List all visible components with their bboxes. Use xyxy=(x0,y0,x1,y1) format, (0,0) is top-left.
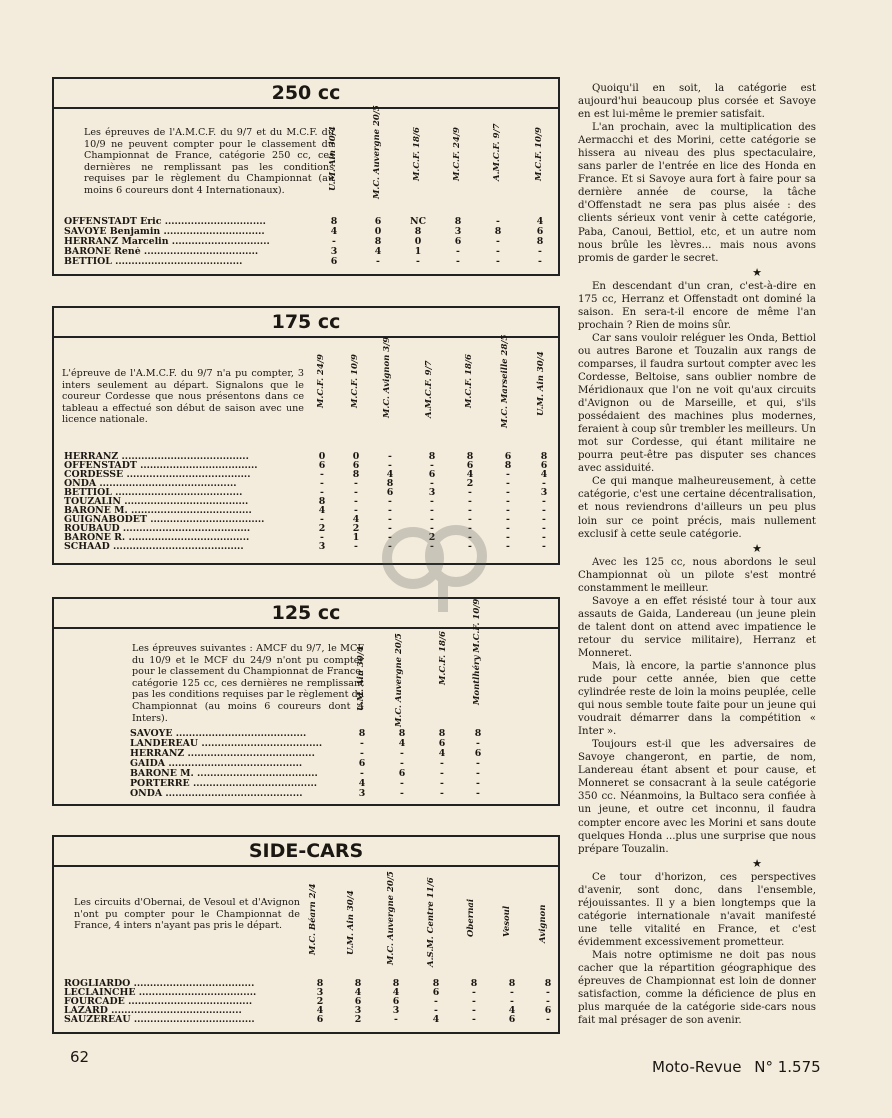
table-175cc-title: 175 cc xyxy=(54,308,558,338)
column-header: M.C.F. 10/9 xyxy=(534,127,544,181)
star-separator-icon: ★ xyxy=(752,265,762,279)
column-header: A.M.C.F. 9/7 xyxy=(424,360,434,418)
table-row: LECLAINCHE .................................... 3 4 4 6 - - - xyxy=(64,987,550,998)
table-row: SCHAAD ........................................ 3 - - - - - - xyxy=(64,541,546,552)
table-side-cars-title: SIDE-CARS xyxy=(54,837,558,867)
column-header: M.C.F. 24/9 xyxy=(316,354,326,408)
star-separator-icon: ★ xyxy=(752,541,762,555)
table-row: HERRANZ ....................................... - - 4 6 xyxy=(130,748,482,759)
table-row: SAVOYE Benjamin ............................... 4 0 8 3 8 6 xyxy=(64,226,544,237)
table-row: BARONE R. ..................................... - 1 - 2 - - - xyxy=(64,532,546,543)
column-header: M.C. Marseille 28/5 xyxy=(500,334,510,428)
table-row: ROGLIARDO ..................................... 8 8 8 8 8 8 8 xyxy=(64,978,552,989)
table-row: LAZARD ........................................ 4 3 3 - - 4 6 xyxy=(64,1005,552,1016)
table-row: ROUBAUD ....................................... 2 2 - - - - - xyxy=(64,523,546,534)
column-header: Montlhéry M.C.F. 10/9 xyxy=(472,598,482,705)
column-header: M.C.F. 18/6 xyxy=(412,127,422,181)
table-row: FOURCADE ...................................... 2 6 6 - - - - xyxy=(64,996,550,1007)
table-side-cars-note: Les circuits d'Obernai, de Vesoul et d'Avignon n'ont pu compter pour le Championnat de France, 4 inters n'ayant pas pris le départ. xyxy=(74,897,300,932)
table-row: ONDA .......................................... - - 8 - 2 - - xyxy=(64,478,546,489)
column-header: Vesoul xyxy=(502,905,512,937)
table-row: CORDESSE ...................................... - 8 4 6 4 - 4 xyxy=(64,469,548,480)
table-row: OFFENSTADT .................................... 6 6 - - 6 8 6 xyxy=(64,460,548,471)
column-header: U.M. Ain 30/4 xyxy=(536,351,546,416)
star-separator-icon: ★ xyxy=(752,856,762,870)
table-125cc-note: Les épreuves suivantes : AMCF du 9/7, le MCF du 10/9 et le MCF du 24/9 n'ont pu compter pour le classement du Championnat de France, catégorie 125 cc, ces dernières ne remplissant pas les conditions requises par le règlement du Championnat (au moins 6 coureurs dont 4 Inters). xyxy=(132,643,364,724)
table-side-cars xyxy=(52,835,560,1034)
column-header: M.C.F. 24/9 xyxy=(452,127,462,181)
article-paragraph: L'an prochain, avec la multiplication des Aermacchi et des Morini, cette catégorie se hissera au niveau des plus spectaculaire, sans parler de l'entrée en lice des Honda en France. Et si Savoye aura fort à faire pour sa dernière année de course, la tâche d'Offenstadt ne sera pas plus aisée : des clients sérieux vont venir à cette catégorie, Paba, Canoui, Bettiol, etc, et un autre nom nous brûle les lèvres... mais nous avons promis de garder le secret. xyxy=(578,122,816,264)
column-header: U.M. Ain 30/4 xyxy=(328,126,338,191)
article xyxy=(578,82,816,1027)
article-paragraph: Quoiqu'il en soit, la catégorie est aujourd'hui beaucoup plus corsée et Savoye en est lui-même le premier satisfait. xyxy=(578,83,816,121)
column-header: M.C.F. 18/6 xyxy=(464,354,474,408)
column-header: A.S.M. Centre 11/6 xyxy=(426,877,436,967)
column-header: M.C. Auvergne 20/5 xyxy=(372,105,382,199)
column-header: M.C. Béarn 2/4 xyxy=(308,883,318,955)
table-175cc-note: L'épreuve de l'A.M.C.F. du 9/7 n'a pu compter, 3 inters seulement au départ. Signalons que le coureur Cordesse que nous présentons dans ce tableau a effectué son début de saison avec une licence nationale. xyxy=(62,368,304,426)
table-125cc-title: 125 cc xyxy=(54,599,558,629)
column-header: Avignon xyxy=(538,904,548,943)
article-paragraph: Mais, là encore, la partie s'annonce plus rude pour cette année, bien que cette cylindrée reste de loin la moins peuplée, celle qui nous semble toute faite pour un jeune qui voudrait démarrer dans la compétition « Inter ». xyxy=(578,660,816,738)
page-number: 62 xyxy=(70,1048,90,1066)
table-row: BARONE M. ..................................... - 6 - - xyxy=(130,768,480,779)
table-250cc-title: 250 cc xyxy=(54,79,558,109)
column-header: M.C.F. 18/6 xyxy=(438,631,448,685)
table-row: BETTIOL ....................................... - - 6 3 - - 3 xyxy=(64,487,548,498)
magazine-title: Moto-Revue xyxy=(652,1058,742,1076)
column-header: M.C.F. 10/9 xyxy=(350,354,360,408)
table-row: SAUZEREAU ..................................... 6 2 - 4 - 6 - xyxy=(64,1014,550,1025)
article-paragraph: Car sans vouloir reléguer les Onda, Bettiol ou autres Barone et Touzalin aux rangs de comparses, il faudra surtout compter avec les Cordesse, Beltoise, sans oublier nombre de Méridionaux que l'on ne voit qu'aux circuits d'Avignon ou de Marseille, et qui, s'ils possédaient des machines plus modernes, feraient à coup sûr trembler les meilleurs. Un mot sur Cordesse, qui étant militaire ne pourra peut-être pas disputer ses chances avec assiduité. xyxy=(578,332,816,475)
watermark-logo-icon xyxy=(378,508,498,618)
table-row: HERRANZ ....................................... 0 0 - 8 8 6 8 xyxy=(64,451,548,462)
article-paragraph: Mais notre optimisme ne doit pas nous cacher que la répartition géographique des épreuves de Championnat est loin de donner satisfaction, comme la déficience de plus en plus marquée de la catégorie side-cars nous fait mal présager de son avenir. xyxy=(578,949,816,1027)
table-row: OFFENSTADT Eric ............................... 8 6 NC 8 - 4 xyxy=(64,216,544,227)
issue-number: N° 1.575 xyxy=(754,1058,821,1076)
table-250cc xyxy=(52,77,560,276)
article-paragraph: Ce tour d'horizon, ces perspectives d'avenir, sont donc, dans l'ensemble, réjouissantes. Il y a bien longtemps que la catégorie internationale n'avait manifesté une telle vitalité en France, et c'est évidemment excessivement prometteur. xyxy=(578,871,816,948)
article-paragraph: Avec les 125 cc, nous abordons le seul Championnat où un pilote s'est montré constamment le meilleur. xyxy=(578,556,816,594)
column-header: M.C. Auvergne 20/5 xyxy=(386,871,396,965)
article-paragraph: Ce qui manque malheureusement, à cette catégorie, c'est une certaine décentralisation, et nous reviendrons d'ailleurs un peu plus loin sur ce point précis, mais nullement exclusif à cette seule catégorie. xyxy=(578,476,816,540)
table-row: TOUZALIN ...................................... 8 - - - - - - xyxy=(64,496,546,507)
table-row: BARONE M. ..................................... 4 - - - - - - xyxy=(64,505,546,516)
table-row: PORTERRE ...................................... 4 - - - xyxy=(130,778,480,789)
article-paragraph: En descendant d'un cran, c'est-à-dire en 175 cc, Herranz et Offenstadt ont dominé la saison. En sera-t-il encore de même l'an prochain ? Rien de moins sûr. xyxy=(578,280,816,331)
column-header: M.C. Auvergne 20/5 xyxy=(394,633,404,727)
column-header: U.M. Ain 30/4 xyxy=(346,890,356,955)
column-header: M.C. Avignon 3/9 xyxy=(382,336,392,418)
table-row: BARONE René ................................... 3 4 1 - - - xyxy=(64,246,542,257)
table-row: BETTIOL ....................................... 6 - - - - - xyxy=(64,256,542,267)
table-125cc xyxy=(52,597,560,806)
table-row: HERRANZ Marcelin .............................. - 8 0 6 - 8 xyxy=(64,236,544,247)
article-paragraph: Toujours est-il que les adversaires de Savoye changeront, en partie, de nom, Landereau étant absent et pour cause, et Monneret se consacrant à la seule catégorie 350 cc. Néanmoins, la Bultaco sera confiée à un jeune, et outre cet inconnu, il faudra compter encore avec les Morini et sans doute quelques Honda ...plus une surprise que nous prépare Touzalin. xyxy=(578,739,816,855)
table-row: GAIDA ......................................... 6 - - - xyxy=(130,758,480,769)
table-row: GUIGNABODET ................................... - 4 - - - - - xyxy=(64,514,546,525)
column-header: U.M. Ain 30/4 xyxy=(356,646,366,711)
column-header: Obernai xyxy=(466,898,476,937)
article-paragraph: Savoye a en effet résisté tour à tour aux assauts de Gaida, Landereau (un jeune plein de talent dont on attend avec impatience le retour du service militaire), Herranz et Monneret. xyxy=(578,595,816,659)
table-250cc-note: Les épreuves de l'A.M.C.F. du 9/7 et du M.C.F. du 10/9 ne peuvent compter pour le classement du Championnat de France, catégorie 250 cc, ces dernières ne remplissant pas les conditions requises par le règlement du Championnat (au moins 6 coureurs dont 4 Internationaux). xyxy=(84,127,334,196)
table-row: LANDEREAU ..................................... - 4 6 - xyxy=(130,738,480,749)
column-header: A.M.C.F. 9/7 xyxy=(492,123,502,181)
table-row: ONDA .......................................... 3 - - - xyxy=(130,788,480,799)
magazine-credit xyxy=(652,1058,821,1076)
table-row: SAVOYE ........................................ 8 8 8 8 xyxy=(130,728,482,739)
